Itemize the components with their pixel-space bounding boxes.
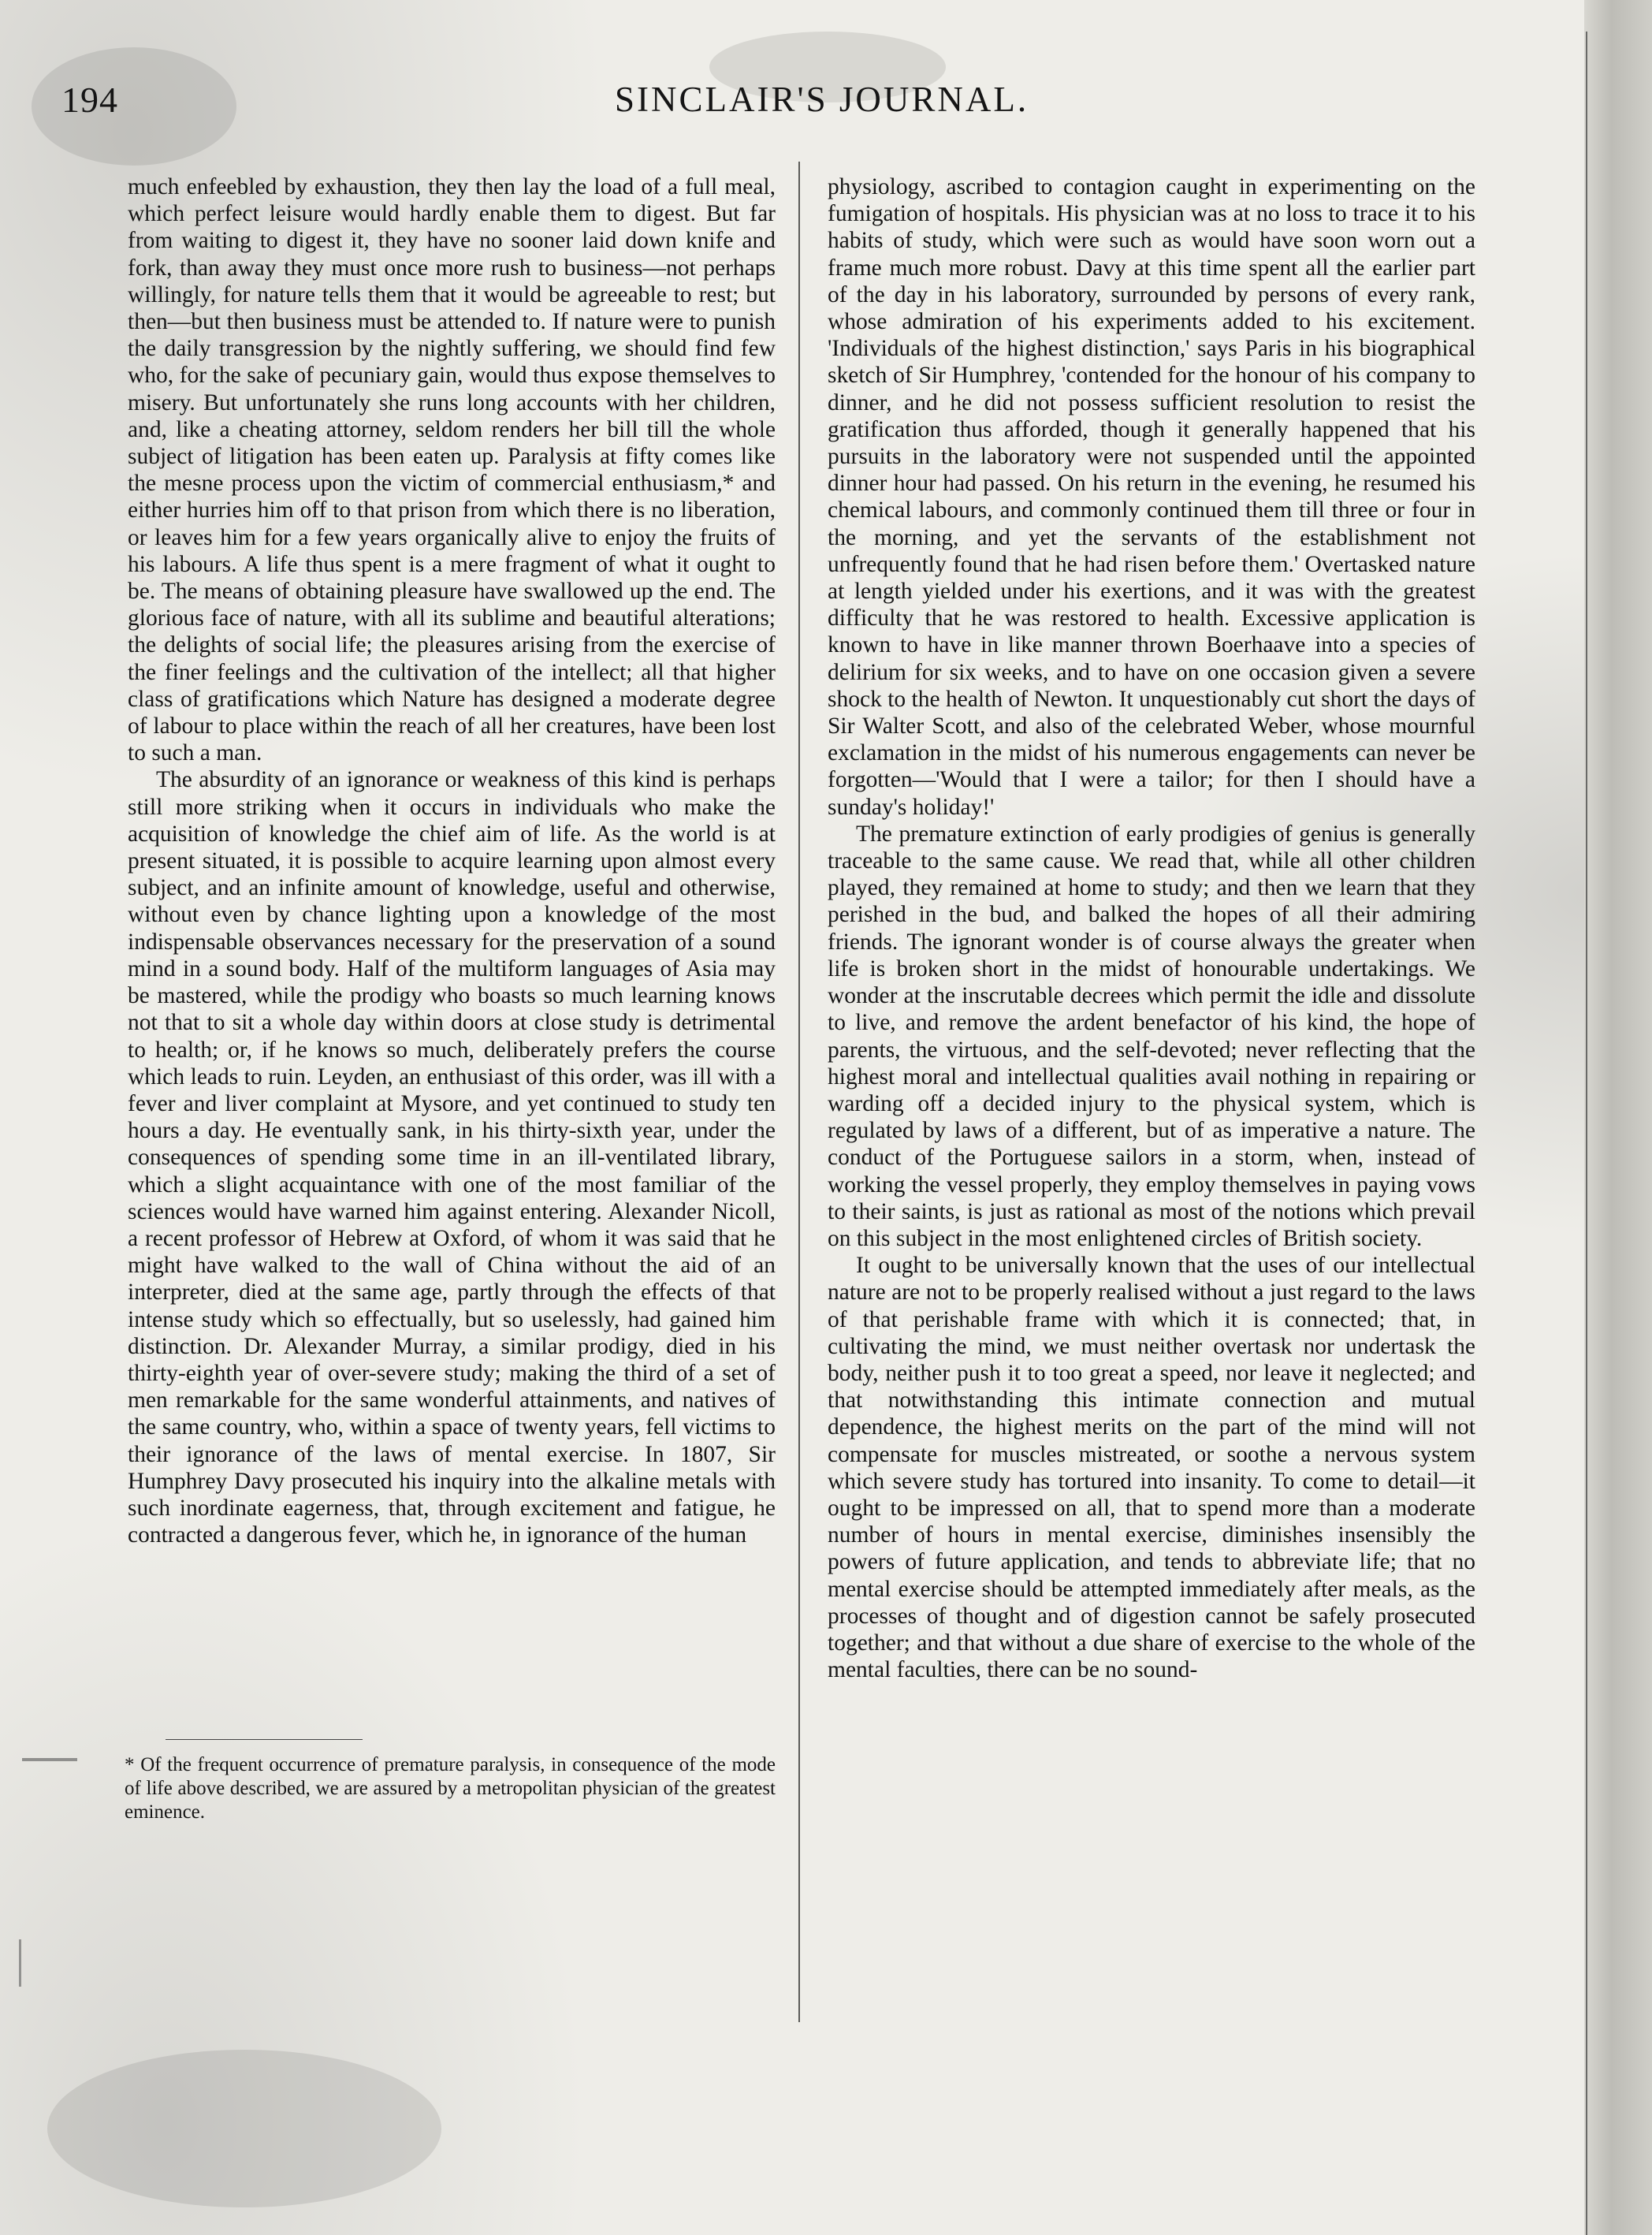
- footnote-rule: [166, 1739, 363, 1740]
- page-edge-line: [1586, 32, 1587, 2235]
- footnote: * Of the frequent occurrence of premature paralysis, in consequence of the mode of life above described, we are assured by a metropolitan physician of the greatest eminence.: [125, 1754, 776, 1823]
- page-number: 194: [61, 80, 118, 120]
- scan-smudge: [47, 2050, 441, 2207]
- paragraph: The premature extinction of early prodigies of genius is generally traceable to the same cause. We read that, while all other children played, they remained at home to study; and then we learn that they perished in the bud, and balked the hopes of all their admiring friends. The ignorant wonder is of course always the greater when life is broken short in the midst of honourable undertakings. We wonder at the inscrutable decrees which permit the idle and dissolute to live, and remove the ardent benefactor of his kind, the hope of parents, the virtuous, and the self-devoted; never reflecting that the highest moral and intellectual qualities avail nothing in repairing or warding off a decided injury to the physical system, which is regulated by laws of a different, but of as imperative a nature. The conduct of the Portuguese sailors in a storm, when, instead of working the vessel properly, they employ themselves in paying vows to their saints, is just as rational as most of the notions which prevail on this subject in the most enlightened circles of British society.: [828, 821, 1475, 1251]
- paragraph: The absurdity of an ignorance or weakness of this kind is perhaps still more striking when it occurs in individuals who make the acquisition of knowledge the chief aim of life. As the world is at present situated, it is possible to acquire learning upon almost every subject, and an infinite amount of knowledge, useful and otherwise, without even by chance lighting upon a knowledge of the most indispensable observances necessary for the preservation of a sound mind in a sound body. Half of the multiform languages of Asia may be mastered, while the prodigy who boasts so much learning knows not that to sit a whole day within doors at close study is detrimental to health; or, if he knows so much, deliberately prefers the course which leads to ruin. Leyden, an enthusiast of this order, was ill with a fever and liver complaint at Mysore, and yet continued to study ten hours a day. He eventually sank, in his thirty-sixth year, under the consequences of spending some time in an ill-ventilated library, which a slight acquaintance with one of the most familiar of the sciences would have warned him against entering. Alexander Nicoll, a recent professor of Hebrew at Oxford, of whom it was said that he might have walked to the wall of China without the aid of an interpreter, died at the same age, partly through the effects of that intense study which so effectually, but so uselessly, had gained him distinction. Dr. Alexander Murray, a similar prodigy, died in his thirty-eighth year of over-severe study; making the third of a set of men remarkable for the same wonderful attainments, and natives of the same country, who, within a space of twenty years, fell victims to their ignorance of the laws of mental exercise. In 1807, Sir Humphrey Davy prosecuted his inquiry into the alkaline metals with such inordinate eagerness, that, through excitement and fatigue, he contracted a dangerous fever, which he, in ignorance of the human: [128, 767, 776, 1548]
- paragraph: It ought to be universally known that the uses of our intellectual nature are not to be properly realised without a just regard to the laws of that perishable frame with which it is connected; that, in cultivating the mind, we must neither overtask nor undertask the body, neither push it to too great a speed, nor leave it neglected; and that notwithstanding this intimate connection and mutual dependence, the highest merits on the part of the mind will not compensate for muscles mistreated, or soothe a nervous system which severe study has tortured into insanity. To come to detail—it ought to be impressed on all, that to spend more than a moderate number of hours in mental exercise, diminishes insensibly the powers of future application, and tends to abbreviate life; that no mental exercise should be attempted immediately after meals, as the processes of thought and of digestion cannot be safely prosecuted together; and that without a due share of exercise to the whole of the mental faculties, there can be no sound-: [828, 1253, 1475, 1683]
- paragraph: physiology, ascribed to contagion caught in experimenting on the fumigation of hospitals. His physician was at no loss to trace it to his habits of study, which were such as would have soon worn out a frame much more robust. Davy at this time spent all the earlier part of the day in his laboratory, surrounded by persons of every rank, whose admiration of his experiments added to his excitement. 'Individuals of the highest distinction,' says Paris in his biographical sketch of Sir Humphrey, 'contended for the honour of his company to dinner, and he did not possess sufficient resolution to resist the gratification thus afforded, though it generally happened that his pursuits in the laboratory were not suspended until the appointed dinner hour had passed. On his return in the evening, he resumed his chemical labours, and commonly continued them till three or four in the morning, and yet the servants of the establishment not unfrequently found that he had risen before them.' Overtasked nature at length yielded under his exertions, and it was with the greatest difficulty that he was restored to health. Excessive application is known to have in like manner thrown Boerhaave into a species of delirium for six weeks, and to have on one occasion given a severe shock to the health of Newton. It unquestionably cut short the days of Sir Walter Scott, and also of the celebrated Weber, whose mournful exclamation in the midst of his numerous engagements can never be forgotten—'Would that I were a tailor; for then I should have a sunday's holiday!': [828, 174, 1475, 820]
- left-column: [128, 173, 776, 1719]
- margin-mark: [19, 1939, 21, 1987]
- page-edge-shadow: [1584, 0, 1652, 2235]
- right-column: [828, 173, 1475, 1719]
- paragraph: much enfeebled by exhaustion, they then lay the load of a full meal, which perfect leisure would hardly enable them to digest. But far from waiting to digest it, they have no sooner laid down knife and fork, than away they must once more rush to business—not perhaps willingly, for nature tells them that it would be agreeable to rest; but then—but then business must be attended to. If nature were to punish the daily transgression by the nightly suffering, we should find few who, for the sake of pecuniary gain, would thus expose themselves to misery. But unfortunately she runs long accounts with her children, and, like a cheating attorney, seldom renders her bill till the whole subject of litigation has been eaten up. Paralysis at fifty comes like the mesne process upon the victim of commercial enthusiasm,* and either hurries him off to that prison from which there is no liberation, or leaves him for a few years organically alive to enjoy the fruits of his labours. A life thus spent is a mere fragment of what it ought to be. The means of obtaining pleasure have swallowed up the end. The glorious face of nature, with all its sublime and beautiful alterations; the delights of social life; the pleasures arising from the exercise of the finer feelings and the cultivation of the intellect; all that higher class of gratifications which Nature has designed a moderate degree of labour to place within the reach of all her creatures, have been lost to such a man.: [128, 174, 776, 766]
- journal-title: SINCLAIR'S JOURNAL.: [615, 80, 1029, 119]
- page-header: [0, 79, 1584, 134]
- margin-mark: [22, 1758, 77, 1761]
- column-divider: [798, 162, 800, 2022]
